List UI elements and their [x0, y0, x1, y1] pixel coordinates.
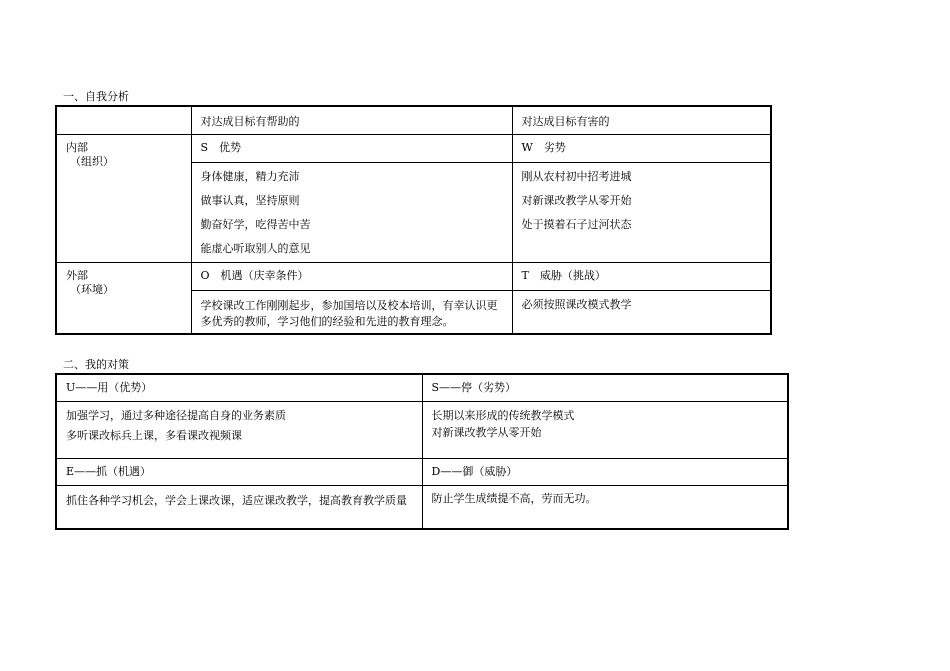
header-harmful: 对达成目标有害的	[512, 106, 771, 134]
strengths-cell	[191, 162, 512, 262]
internal-label: 内部	[66, 140, 88, 154]
list-item: 身体健康，精力充沛	[200, 169, 300, 183]
list-item: 多听课改标兵上课，多看课改视频课	[66, 428, 242, 442]
d-text: 防止学生成绩提不高，劳而无功。	[422, 485, 788, 529]
header-helpful: 对达成目标有帮助的	[191, 106, 512, 134]
opportunity-label: O 机遇（庆幸条件）	[191, 262, 512, 290]
e-text: 抓住各种学习机会，学会上课改课，适应课改教学，提高教育教学质量	[56, 485, 422, 529]
list-item: 长期以来形成的传统教学模式	[431, 408, 575, 422]
list-item: 做事认真，坚持原则	[200, 193, 300, 207]
list-item: 处于摸着石子过河状态	[521, 217, 632, 231]
d-label: D——御（威胁）	[422, 458, 788, 485]
list-item: 对新课改教学从零开始	[431, 425, 542, 439]
u-items-cell	[56, 401, 422, 458]
list-item: 刚从农村初中招考进城	[521, 169, 632, 183]
list-item: 加强学习，通过多种途径提高自身的业务素质	[66, 408, 286, 422]
u-label: U——用（优势）	[56, 374, 422, 401]
internal-label-cell	[56, 134, 191, 262]
threats-text: 必须按照课改模式教学	[512, 290, 771, 334]
weaknesses-cell	[512, 162, 771, 262]
list-item: 对新课改教学从零开始	[521, 193, 632, 207]
strength-label: S 优势	[191, 134, 512, 162]
header-blank-cell	[56, 106, 191, 134]
table-row	[56, 134, 771, 162]
s-items-cell	[422, 401, 788, 458]
table-row	[56, 106, 771, 134]
internal-sublabel: （组织）	[70, 154, 114, 168]
external-label-cell	[56, 262, 191, 334]
threat-label: T 威胁（挑战）	[512, 262, 771, 290]
e-label: E——抓（机遇）	[56, 458, 422, 485]
list-item: 能虚心听取别人的意见	[200, 241, 311, 255]
weakness-label: W 劣势	[512, 134, 771, 162]
self-analysis-table	[55, 105, 772, 335]
external-label: 外部	[66, 268, 88, 282]
table-row	[56, 401, 788, 458]
table-row	[56, 262, 771, 290]
table-row	[56, 458, 788, 485]
external-sublabel: （环境）	[70, 282, 114, 296]
list-item: 勤奋好学，吃得苦中苦	[200, 217, 311, 231]
table-row	[56, 374, 788, 401]
table-row	[56, 485, 788, 529]
opportunities-text: 学校课改工作刚刚起步，参加国培以及校本培训，有幸认识更多优秀的教师，学习他们的经验和先进的教育理念。	[191, 290, 512, 334]
section2-title: 二、我的对策	[63, 358, 129, 371]
strategy-table	[55, 373, 789, 530]
s-label: S——停（劣势）	[422, 374, 788, 401]
section1-title: 一、自我分析	[63, 90, 129, 103]
